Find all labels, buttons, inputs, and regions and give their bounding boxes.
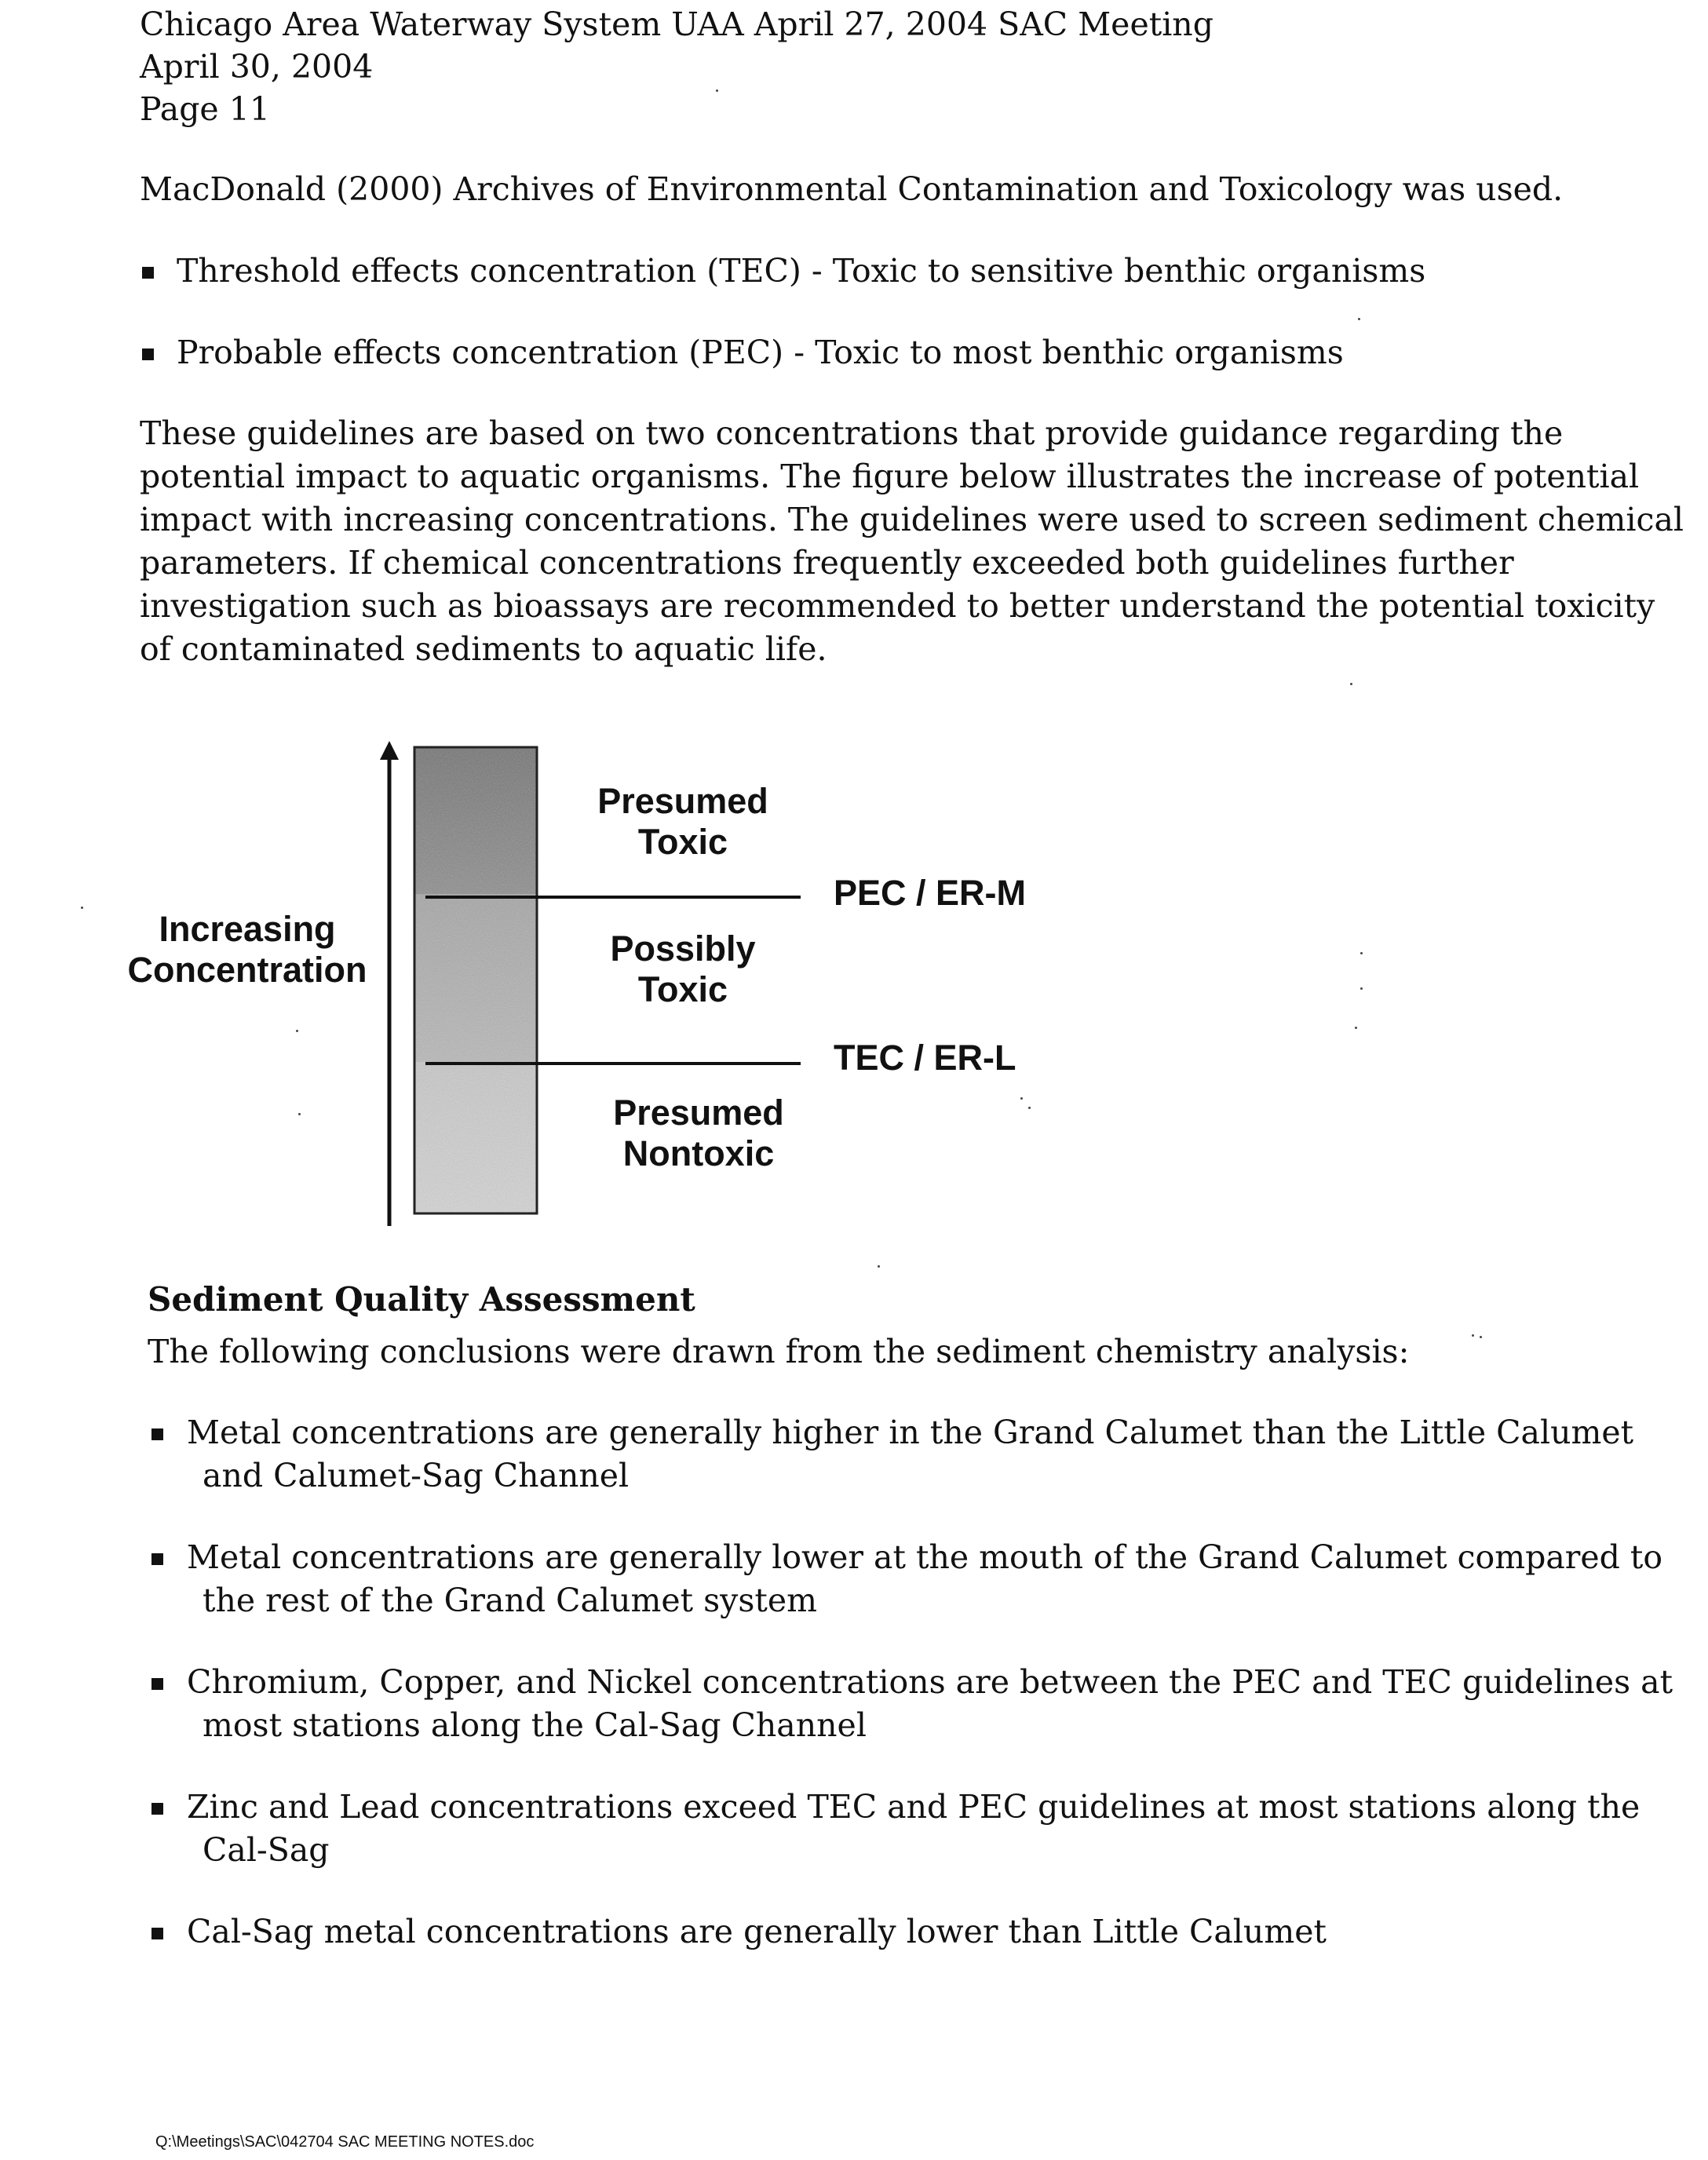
paragraph-line: impact with increasing concentrations. The guidelines were used to screen sediment chemical bbox=[140, 501, 1684, 538]
definition-pec: Probable effects concentration (PEC) - Toxic to most benthic organisms bbox=[177, 334, 1344, 371]
paragraph-line: These guidelines are based on two concentrations that provide guidance regarding the bbox=[140, 414, 1564, 452]
section-heading: Sediment Quality Assessment bbox=[148, 1280, 695, 1319]
conclusion-line: Metal concentrations are generally lower at the mouth of the Grand Calumet compared to bbox=[187, 1538, 1663, 1576]
zone-label-line: Presumed bbox=[613, 1093, 784, 1133]
zone-label-line: Nontoxic bbox=[622, 1133, 775, 1173]
conclusion-line: Cal-Sag metal concentrations are generally lower than Little Calumet bbox=[187, 1913, 1327, 1950]
tec-threshold-label: TEC / ER-L bbox=[834, 1038, 1016, 1078]
conclusion-line: Chromium, Copper, and Nickel concentrations are between the PEC and TEC guidelines at bbox=[187, 1663, 1673, 1701]
definition-tec: Threshold effects concentration (TEC) - Toxic to sensitive benthic organisms bbox=[177, 252, 1426, 290]
header-title: Chicago Area Waterway System UAA April 27, 2004 SAC Meeting bbox=[140, 5, 1213, 43]
bullet-icon bbox=[151, 1553, 163, 1565]
header-page-number: Page 11 bbox=[140, 90, 270, 128]
bullet-icon bbox=[151, 1428, 163, 1440]
conclusion-line: Metal concentrations are generally higher in the Grand Calumet than the Little Calumet bbox=[187, 1414, 1634, 1451]
conclusion-line: and Calumet-Sag Channel bbox=[203, 1457, 630, 1494]
intro-text: MacDonald (2000) Archives of Environmental Contamination and Toxicology was used. bbox=[140, 170, 1564, 208]
conclusion-line: the rest of the Grand Calumet system bbox=[203, 1582, 817, 1619]
axis-label bbox=[102, 909, 392, 991]
conclusion-line: Zinc and Lead concentrations exceed TEC and PEC guidelines at most stations along the bbox=[187, 1788, 1640, 1826]
paragraph-line: investigation such as bioassays are recommended to better understand the potential toxicity bbox=[140, 587, 1655, 625]
axis-label-line: Increasing bbox=[159, 909, 336, 949]
bullet-icon bbox=[151, 1803, 163, 1815]
zone-label-line: Toxic bbox=[637, 969, 728, 1009]
bullet-icon bbox=[151, 1928, 163, 1939]
zone-presumed-toxic-label bbox=[565, 781, 801, 863]
zone-label-line: Presumed bbox=[597, 781, 768, 821]
zone-label-line: Possibly bbox=[610, 929, 756, 969]
bullet-icon bbox=[151, 1678, 163, 1690]
paragraph-line: potential impact to aquatic organisms. The figure below illustrates the increase of potential bbox=[140, 458, 1640, 495]
zone-label-line: Toxic bbox=[637, 822, 728, 862]
conclusion-line: most stations along the Cal-Sag Channel bbox=[203, 1706, 867, 1744]
paragraph-line: of contaminated sediments to aquatic life. bbox=[140, 630, 827, 668]
axis-label-line: Concentration bbox=[127, 950, 367, 990]
pec-threshold-label: PEC / ER-M bbox=[834, 873, 1027, 913]
section-lead: The following conclusions were drawn from the sediment chemistry analysis: bbox=[148, 1333, 1410, 1370]
zone-possibly-toxic-label bbox=[565, 929, 801, 1010]
footer-file-path: Q:\Meetings\SAC\042704 SAC MEETING NOTES.doc bbox=[155, 2133, 535, 2151]
concentration-bar bbox=[414, 747, 537, 1213]
header-date: April 30, 2004 bbox=[140, 48, 374, 86]
conclusion-line: Cal-Sag bbox=[203, 1831, 330, 1869]
paragraph-line: parameters. If chemical concentrations frequently exceeded both guidelines further bbox=[140, 544, 1514, 582]
zone-presumed-nontoxic-label bbox=[581, 1093, 816, 1174]
